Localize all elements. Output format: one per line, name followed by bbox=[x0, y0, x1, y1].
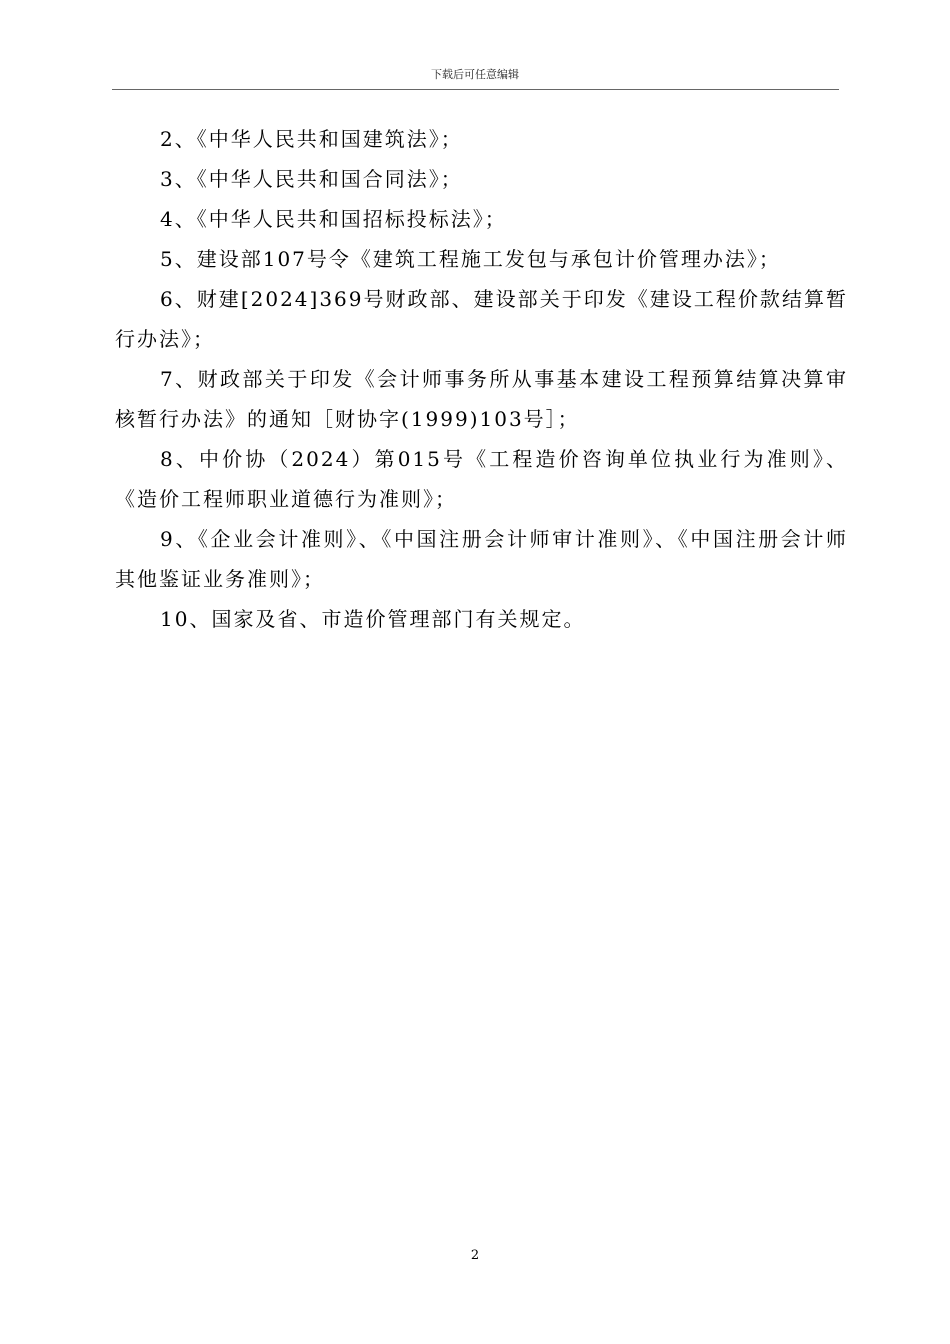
basis-list bbox=[115, 119, 848, 639]
list-item: 6、财建[2024]369号财政部、建设部关于印发《建设工程价款结算暂行办法》； bbox=[115, 287, 848, 351]
page-number: 2 bbox=[470, 1248, 480, 1263]
page-header: 下载后可任意编辑 bbox=[431, 68, 519, 81]
list-item: 8、中价协（2024）第015号《工程造价咨询单位执业行为准则》、《造价工程师职业道德行为准则》； bbox=[115, 447, 848, 511]
list-item: 5、建设部107号令《建筑工程施工发包与承包计价管理办法》； bbox=[160, 247, 781, 271]
list-item: 9、《企业会计准则》、《中国注册会计师审计准则》、《中国注册会计师其他鉴证业务准则》； bbox=[115, 527, 848, 591]
list-item: 3、《中华人民共和国合同法》； bbox=[160, 167, 463, 191]
list-item: 10、国家及省、市造价管理部门有关规定。 bbox=[160, 607, 586, 631]
list-item: 7、财政部关于印发《会计师事务所从事基本建设工程预算结算决算审核暂行办法》的通知［财协字(1999)103号］； bbox=[115, 367, 848, 431]
list-item: 2、《中华人民共和国建筑法》； bbox=[160, 127, 463, 151]
header-divider bbox=[112, 89, 839, 90]
list-item: 4、《中华人民共和国招标投标法》； bbox=[160, 207, 507, 231]
